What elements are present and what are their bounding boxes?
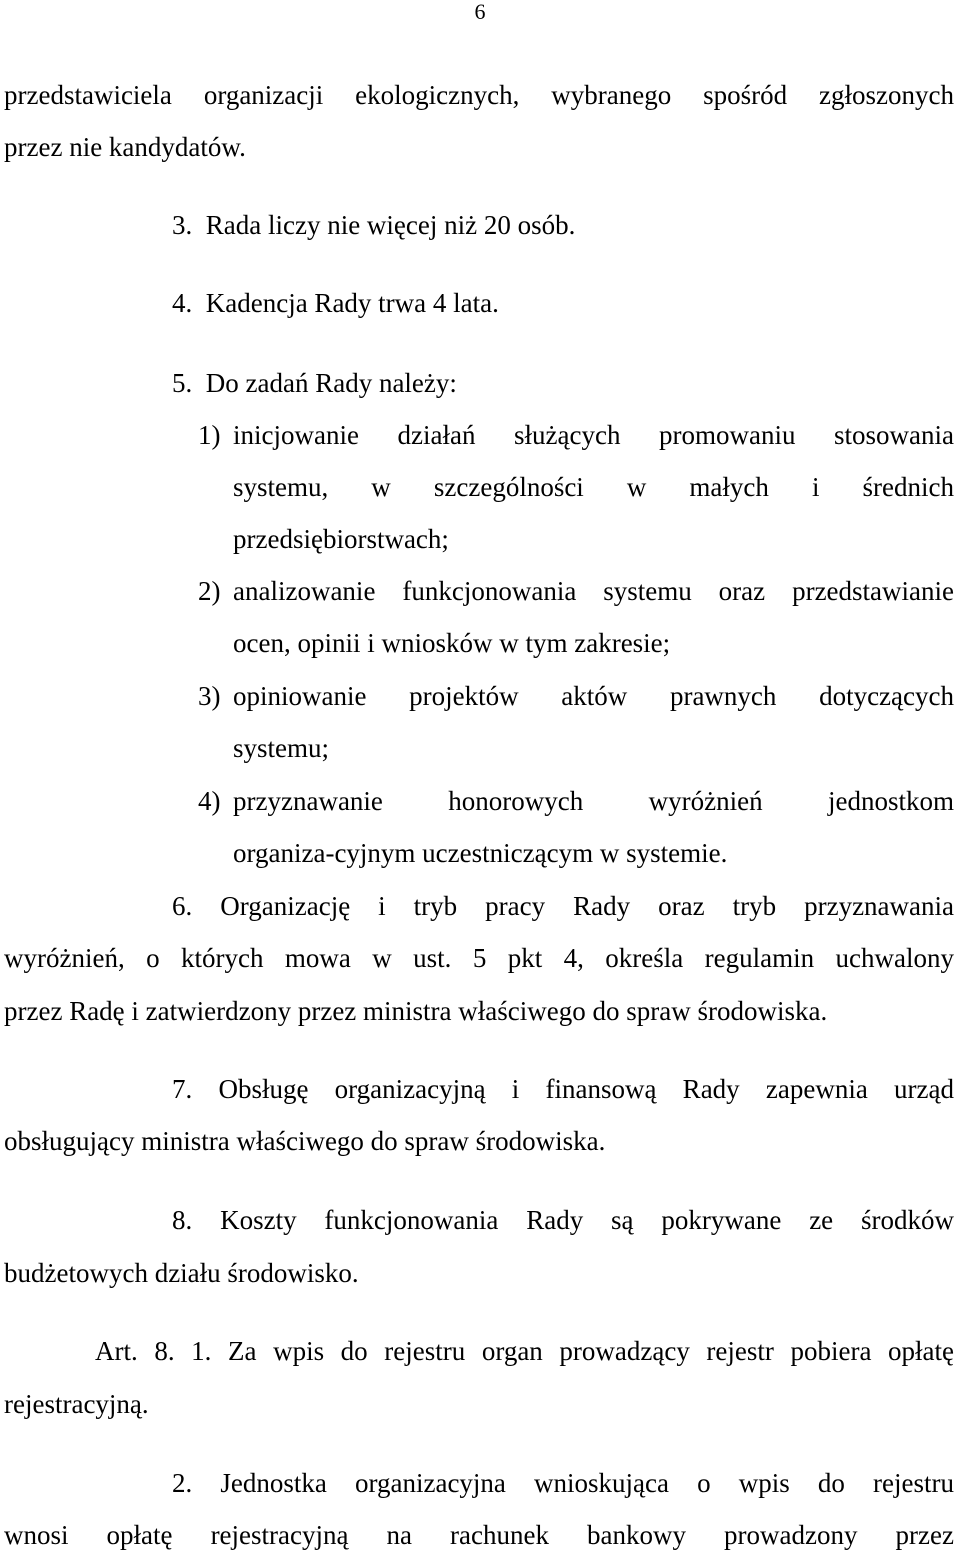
list-item-number: 1) [198,420,221,450]
paragraph-5-lead: 5. Do zadań Rady należy: [172,368,457,398]
text-line: opiniowanie projektów aktów prawnych dotyczących [233,681,954,711]
text-line: budżetowych działu środowisko. [4,1258,359,1288]
text-line: 7. Obsługę organizacyjną i finansową Rady zapewnia urząd [172,1074,954,1104]
text-line: systemu, w szczególności w małych i średnich [233,472,954,502]
text-line: 8. Koszty funkcjonowania Rady są pokrywane ze środków [172,1205,954,1235]
text-line: ocen, opinii i wniosków w tym zakresie; [233,628,671,658]
text-line: obsługujący ministra właściwego do spraw środowiska. [4,1126,606,1156]
text-line: Art. 8. 1. Za wpis do rejestru organ prowadzący rejestr pobiera opłatę [95,1336,954,1366]
text-line: systemu; [233,733,330,763]
text-line: 6. Organizację i tryb pracy Rady oraz tryb przyznawania [172,891,954,921]
text-line: organiza-cyjnym uczestniczącym w systemie. [233,838,728,868]
text-line: przez nie kandydatów. [4,132,246,162]
paragraph-3: 3. Rada liczy nie więcej niż 20 osób. [172,210,576,240]
list-item-number: 3) [198,681,221,711]
list-item-number: 2) [198,576,221,606]
text-line: przedsiębiorstwach; [233,524,449,554]
paragraph-4: 4. Kadencja Rady trwa 4 lata. [172,288,499,318]
page-number: 6 [474,0,486,24]
text-line: 2. Jednostka organizacyjna wnioskująca o wpis do rejestru [172,1468,954,1498]
text-line: wnosi opłatę rejestracyjną na rachunek bankowy prowadzony przez [4,1520,954,1550]
text-line: przez Radę i zatwierdzony przez ministra właściwego do spraw środowiska. [4,996,828,1026]
text-line: inicjowanie działań służących promowaniu stosowania [233,420,954,450]
text-line: wyróżnień, o których mowa w ust. 5 pkt 4, określa regulamin uchwalony [4,943,954,973]
text-line: analizowanie funkcjonowania systemu oraz przedstawianie [233,576,954,606]
text-line: rejestracyjną. [4,1389,149,1419]
list-item-number: 4) [198,786,221,816]
text-line: przyznawanie honorowych wyróżnień jednostkom [233,786,954,816]
text-line: przedstawiciela organizacji ekologicznych, wybranego spośród zgłoszonych [4,80,954,110]
